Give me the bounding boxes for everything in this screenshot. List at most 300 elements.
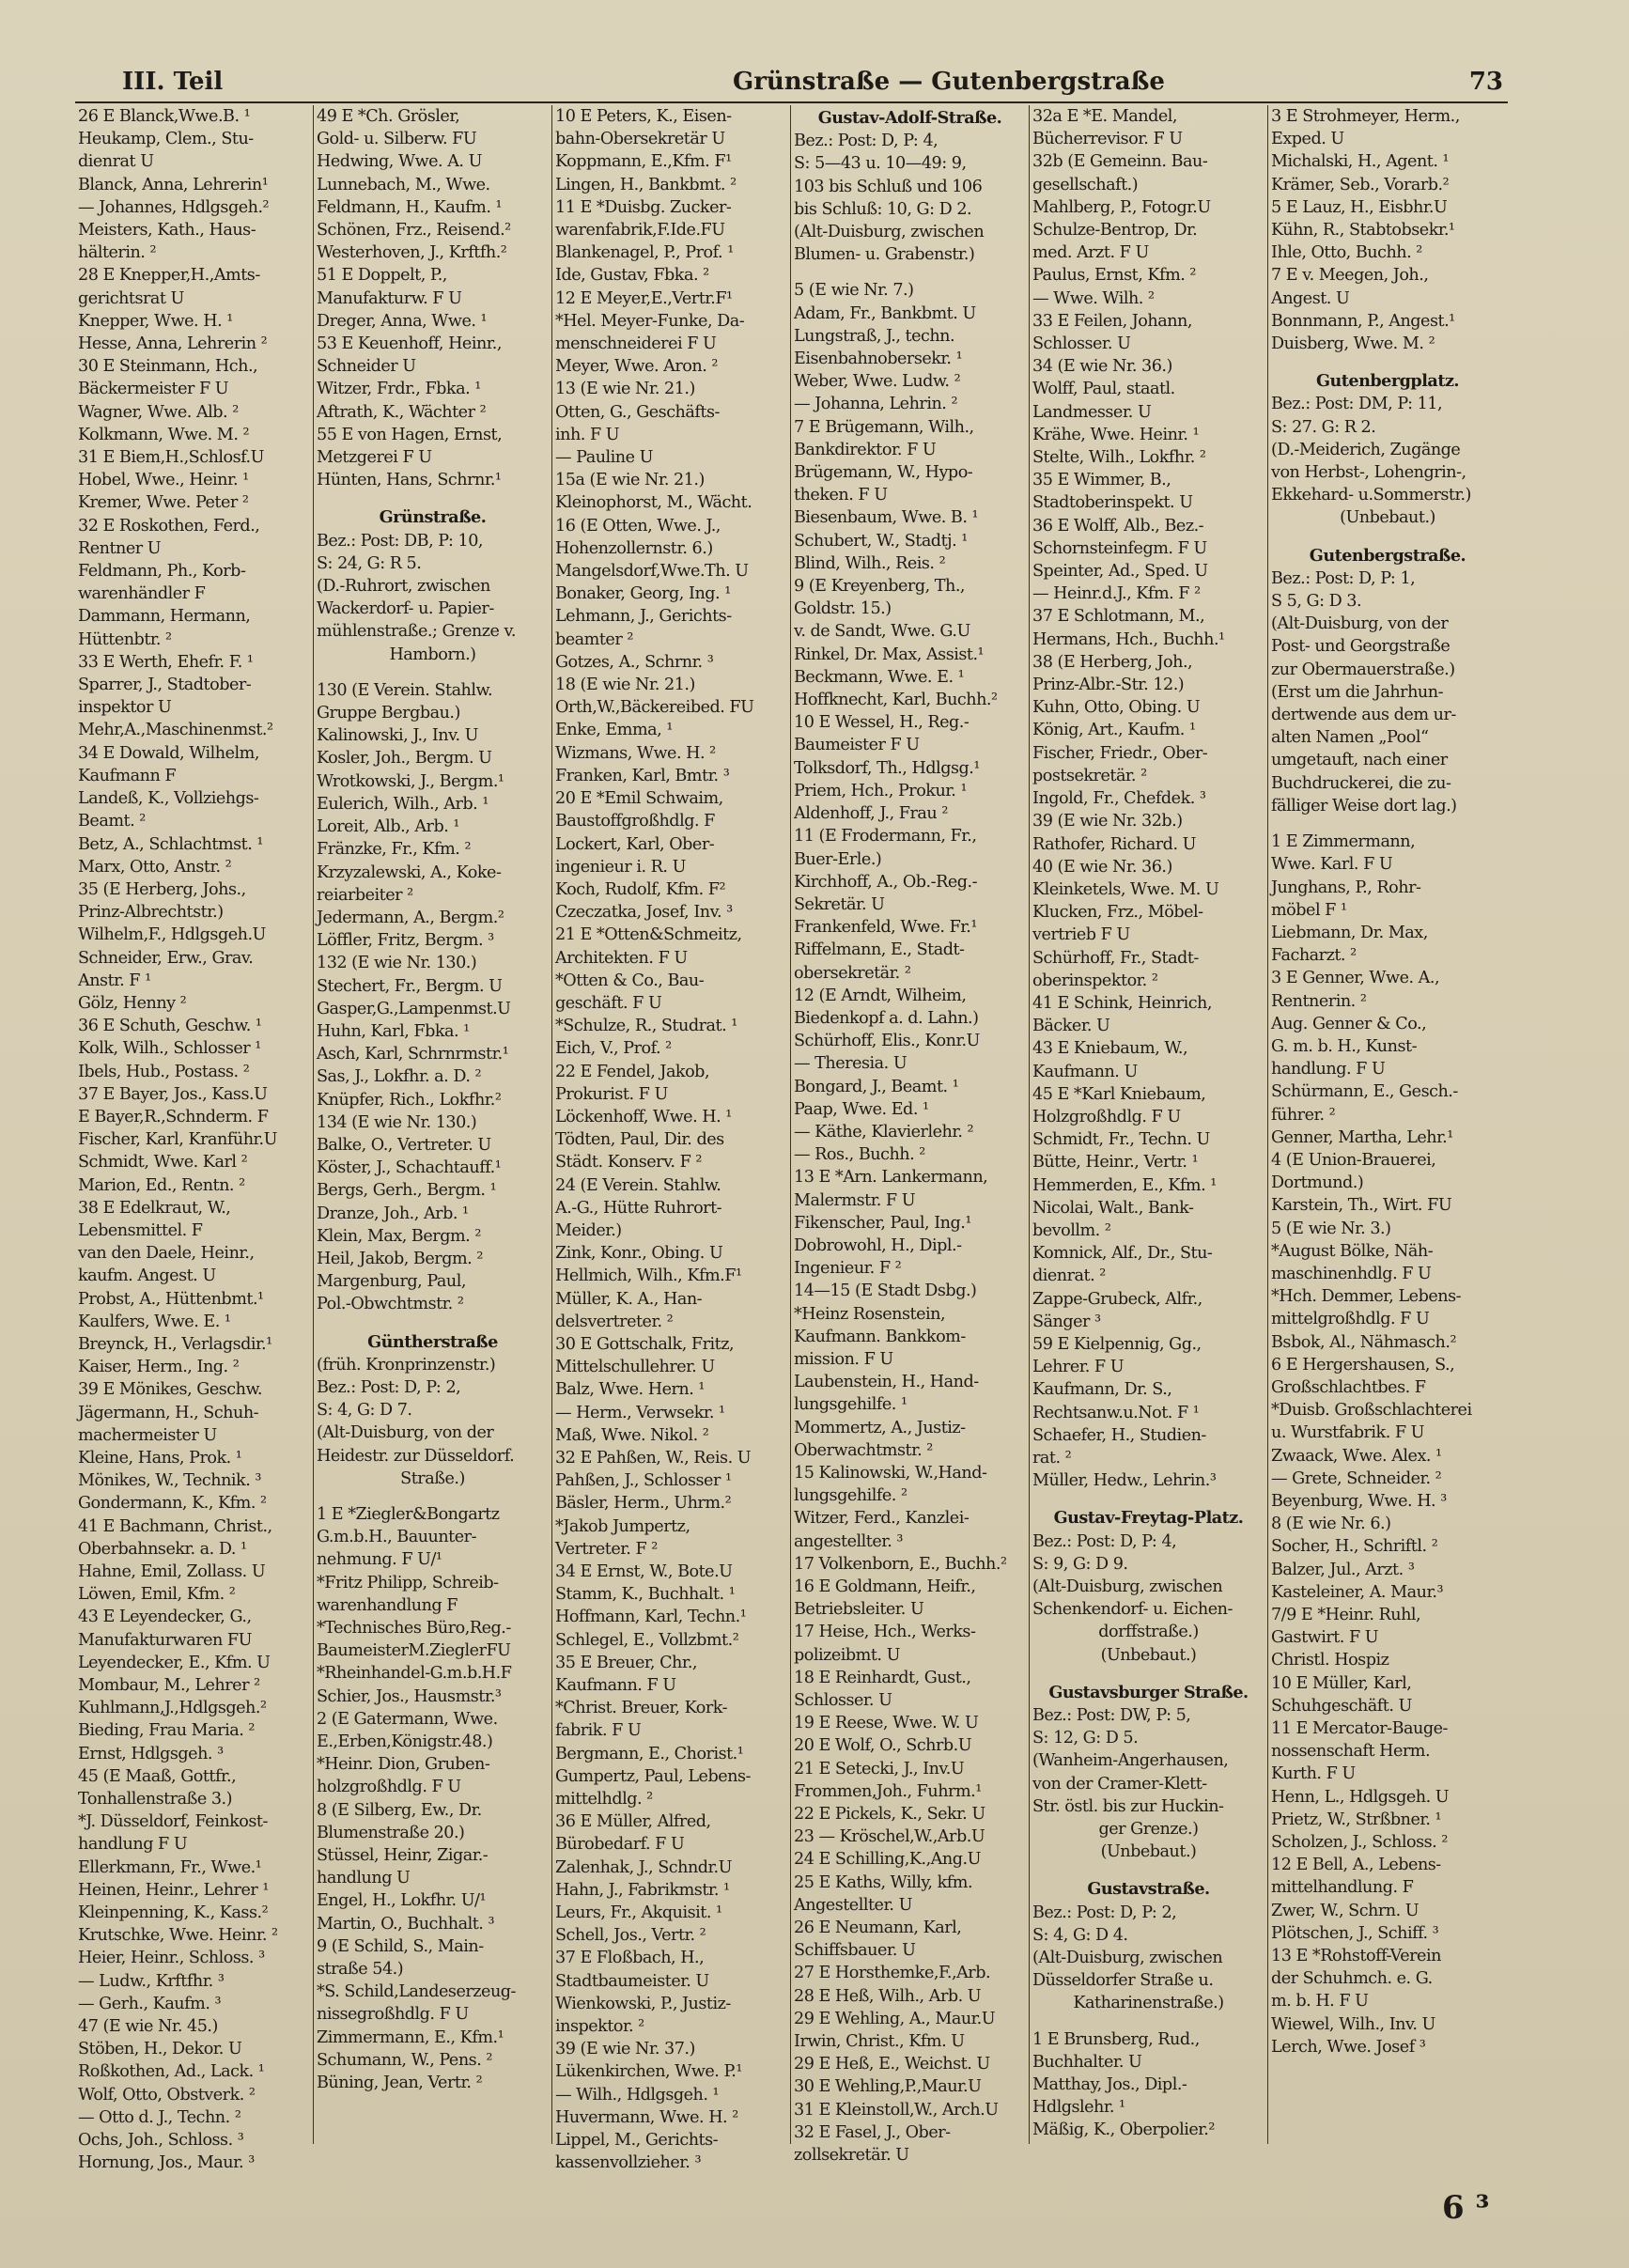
directory-entry-line: warenhandlung F bbox=[317, 1595, 458, 1615]
directory-entry-line: — Johanna, Lehrin. ² bbox=[794, 395, 958, 414]
directory-entry-line: Oberwachtmstr. ² bbox=[794, 1440, 933, 1460]
directory-entry-line: Blumen- u. Grabenstr.) bbox=[794, 245, 975, 265]
directory-entry-line: *Rheinhandel-G.m.b.H.F bbox=[317, 1664, 512, 1684]
directory-entry-line: 12 E Meyer,E.,Vertr.F¹ bbox=[555, 288, 733, 308]
directory-entry-line: Löckenhoff, Wwe. H. ¹ bbox=[555, 1107, 732, 1126]
directory-entry-line: S: 24, G: R 5. bbox=[317, 553, 422, 573]
directory-entry-line: 3 E Genner, Wwe. A., bbox=[1271, 969, 1440, 988]
directory-entry-line: Marx, Otto, Anstr. ² bbox=[78, 857, 232, 877]
directory-entry-line: Gondermann, K., Kfm. ² bbox=[78, 1494, 267, 1514]
directory-entry-line: Schaefer, H., Studien- bbox=[1032, 1425, 1206, 1445]
directory-entry-line: 45 E *Karl Kniebaum, bbox=[1032, 1084, 1206, 1104]
directory-entry-line: 7 E Brügemann, Wilh., bbox=[794, 417, 974, 437]
spacer bbox=[317, 1490, 549, 1503]
directory-entry-line: Hobel, Wwe., Heinr. ¹ bbox=[78, 471, 249, 490]
directory-entry-line: handlung F U bbox=[78, 1835, 188, 1855]
directory-entry-line: Mittelschullehrer. U bbox=[555, 1358, 715, 1377]
directory-entry-line: Otten, G., Geschäfts- bbox=[555, 402, 720, 422]
directory-entry-line: S: 4, G: D 7. bbox=[317, 1401, 412, 1421]
directory-entry-line: 103 bis Schluß und 106 bbox=[794, 177, 983, 196]
directory-entry-line: Hemmerden, E., Kfm. ¹ bbox=[1032, 1175, 1217, 1195]
directory-entry-line: Schell, Jos., Vertr. ² bbox=[555, 1926, 706, 1946]
directory-entry-line: Mombaur, M., Lehrer ² bbox=[78, 1676, 260, 1696]
directory-entry-line: straße 54.) bbox=[317, 1960, 404, 1980]
directory-entry-line: Angestellter. U bbox=[794, 1895, 912, 1915]
directory-entry-line: machermeister U bbox=[78, 1425, 217, 1445]
directory-entry-line: Kaufmann, Dr. S., bbox=[1032, 1380, 1172, 1400]
directory-entry-line: Kirchhoff, A., Ob.-Reg.- bbox=[794, 872, 978, 892]
directory-entry-line: 47 (E wie Nr. 45.) bbox=[78, 2017, 218, 2037]
directory-entry-line: Prokurist. F U bbox=[555, 1084, 668, 1104]
directory-entry-line: — Ros., Buchh. ² bbox=[794, 1145, 925, 1165]
directory-entry-line: Engel, H., Lokfhr. U/¹ bbox=[317, 1891, 487, 1911]
directory-entry-line: Müller, K. A., Han- bbox=[555, 1289, 703, 1309]
directory-entry-line: beamter ² bbox=[555, 629, 633, 649]
columns bbox=[75, 105, 1508, 2173]
directory-entry-line: Kleinophorst, M., Wächt. bbox=[555, 493, 752, 513]
spacer bbox=[317, 1316, 549, 1329]
directory-entry-line: 51 E Doppelt, P., bbox=[317, 266, 447, 286]
directory-entry-line: Blanck, Anna, Lehrerin¹ bbox=[78, 175, 269, 194]
directory-entry-line: Czeczatka, Josef, Inv. ³ bbox=[555, 903, 733, 923]
directory-entry-line: Krähe, Wwe. Heinr. ¹ bbox=[1032, 425, 1200, 444]
directory-entry-line: 34 E Dowald, Wilhelm, bbox=[78, 743, 259, 763]
directory-entry-line: 38 E Edelkraut, W., bbox=[78, 1198, 231, 1218]
spacer bbox=[317, 666, 549, 679]
directory-entry-line: *Technisches Büro,Reg.- bbox=[317, 1619, 511, 1638]
directory-entry-line: dienrat U bbox=[78, 152, 154, 172]
directory-entry-line: Asch, Karl, Schrnrmstr.¹ bbox=[317, 1045, 509, 1064]
directory-entry-line: Ingold, Fr., Chefdek. ³ bbox=[1032, 789, 1206, 809]
directory-entry-line: Bürobedarf. F U bbox=[555, 1835, 685, 1855]
spacer bbox=[317, 491, 549, 505]
directory-entry-line: *S. Schild,Landeserzeug- bbox=[317, 1982, 517, 2002]
directory-entry-line: Hellmich, Wilh., Kfm.F¹ bbox=[555, 1266, 742, 1286]
directory-entry-line: angestellter. ³ bbox=[794, 1531, 903, 1551]
directory-entry-line: König, Art., Kaufm. ¹ bbox=[1032, 721, 1196, 740]
directory-entry-line: Loreit, Alb., Arb. ¹ bbox=[317, 817, 459, 837]
directory-entry-line: Nicolai, Walt., Bank- bbox=[1032, 1198, 1194, 1218]
directory-entry-line: Gölz, Henny ² bbox=[78, 993, 187, 1013]
directory-entry-line: Architekten. F U bbox=[555, 948, 688, 968]
directory-entry-line: Tolksdorf, Th., Hdlgsg.¹ bbox=[794, 758, 980, 778]
directory-entry-line: 43 E Kniebaum, W., bbox=[1032, 1039, 1188, 1059]
directory-entry-line: lungsgehilfe. ¹ bbox=[794, 1395, 908, 1415]
directory-entry-line: 8 (E wie Nr. 6.) bbox=[1271, 1515, 1391, 1534]
directory-entry-line: 59 E Kielpennig, Gg., bbox=[1032, 1334, 1202, 1354]
directory-entry-line: Bonnmann, P., Angest.¹ bbox=[1271, 311, 1455, 331]
directory-entry-line: Kühn, R., Stabtobsekr.¹ bbox=[1271, 221, 1455, 241]
directory-entry-line: (Alt-Duisburg, zwischen bbox=[1032, 1949, 1223, 1968]
directory-entry-line: alten Namen „Pool“ bbox=[1271, 728, 1429, 748]
directory-entry-line: Malermstr. F U bbox=[794, 1190, 916, 1210]
directory-entry-line: 36 E Müller, Alfred, bbox=[555, 1812, 711, 1832]
directory-entry-line: *Otten & Co., Bau- bbox=[555, 971, 705, 990]
directory-entry-line: Wwe. Karl. F U bbox=[1271, 855, 1393, 875]
directory-entry-line: Koppmann, E.,Kfm. F¹ bbox=[555, 152, 732, 172]
directory-entry-line: Mäßig, K., Oberpolier.² bbox=[1032, 2120, 1215, 2140]
directory-entry-line: 34 E Ernst, W., Bote.U bbox=[555, 1562, 733, 1581]
directory-entry-line: Meider.) bbox=[555, 1220, 622, 1240]
directory-entry-line: Buchdruckerei, die zu- bbox=[1271, 773, 1451, 793]
directory-entry-line: Bonaker, Georg, Ing. ¹ bbox=[555, 584, 731, 604]
directory-entry-line: Wienkowski, P., Justiz- bbox=[555, 1994, 731, 2013]
directory-entry-line: 38 (E Herberg, Joh., bbox=[1032, 652, 1193, 672]
directory-entry-line: Hamborn.) bbox=[389, 645, 476, 664]
directory-entry-line: Jedermann, A., Bergm.² bbox=[317, 908, 504, 927]
directory-entry-line: Balzer, Jul., Arzt. ³ bbox=[1271, 1560, 1415, 1579]
directory-entry-line: Ide, Gustav, Fbka. ² bbox=[555, 266, 709, 286]
directory-entry-line: Kaufmann. Bankkom- bbox=[794, 1327, 966, 1346]
directory-entry-line: 16 E Goldmann, Heifr., bbox=[794, 1577, 976, 1596]
directory-entry-line: *Christ. Breuer, Kork- bbox=[555, 1699, 728, 1718]
directory-entry-line: mittelhdlg. ² bbox=[555, 1790, 653, 1810]
directory-entry-line: Landeß, K., Vollziehgs- bbox=[78, 789, 259, 809]
directory-entry-line: dertwende aus dem ur- bbox=[1271, 706, 1456, 725]
directory-entry-line: 18 E Reinhardt, Gust., bbox=[794, 1668, 971, 1687]
directory-entry-line: Fischer, Karl, Kranführ.U bbox=[78, 1130, 277, 1150]
directory-entry-line: Wolff, Paul, staatl. bbox=[1032, 380, 1175, 399]
directory-entry-line: S: 9, G: D 9. bbox=[1032, 1554, 1128, 1574]
directory-entry-line: Adam, Fr., Bankbmt. U bbox=[794, 303, 976, 323]
directory-entry-line: 37 E Floßbach, H., bbox=[555, 1949, 705, 1968]
directory-entry-line: *Duisb. Großschlachterei bbox=[1271, 1401, 1472, 1421]
directory-entry-line: Hedwing, Wwe. A. U bbox=[317, 152, 482, 172]
directory-entry-line: 22 E Pickels, K., Sekr. U bbox=[794, 1805, 985, 1825]
directory-entry-line: Lehrer. F U bbox=[1032, 1358, 1125, 1377]
directory-entry-line: Beamt. ² bbox=[78, 812, 146, 831]
directory-entry-line: 10 E Wessel, H., Reg.- bbox=[794, 713, 970, 733]
directory-entry-line: 32 E Fasel, J., Ober- bbox=[794, 2122, 951, 2142]
directory-entry-line: 1 E Brunsberg, Rud., bbox=[1032, 2029, 1200, 2049]
directory-entry-line: 16 (E Otten, Wwe. J., bbox=[555, 516, 721, 536]
directory-entry-line: 8 (E Silberg, Ew., Dr. bbox=[317, 1800, 482, 1820]
directory-entry-line: Lungstraß, J., techn. bbox=[794, 326, 955, 346]
directory-entry-line: holzgroßhdlg. F U bbox=[317, 1778, 461, 1797]
directory-entry-line: 28 E Knepper,H.,Amts- bbox=[78, 266, 260, 286]
directory-entry-line: (früh. Kronprinzenstr.) bbox=[317, 1355, 496, 1375]
directory-entry-line: Witzer, Ferd., Kanzlei- bbox=[794, 1509, 970, 1529]
directory-entry-line: Lockert, Karl, Ober- bbox=[555, 834, 715, 854]
directory-entry-line: Blind, Wilh., Reis. ² bbox=[794, 553, 946, 573]
directory-entry-line: obersekretär. ² bbox=[794, 963, 911, 983]
directory-entry-line: 30 E Wehling,P.,Maur.U bbox=[794, 2077, 982, 2097]
directory-entry-line: Ibels, Hub., Postass. ² bbox=[78, 1062, 250, 1081]
directory-entry-line: vertrieb F U bbox=[1032, 925, 1130, 945]
directory-entry-line: med. Arzt. F U bbox=[1032, 243, 1149, 263]
directory-entry-line: kaufm. Angest. U bbox=[78, 1266, 216, 1286]
directory-entry-line: Zappe-Grubeck, Alfr., bbox=[1032, 1289, 1202, 1309]
directory-entry-line: Michalski, H., Agent. ¹ bbox=[1271, 152, 1450, 172]
directory-entry-line: *Jakob Jumpertz, bbox=[555, 1516, 690, 1536]
directory-entry-line: 33 E Werth, Ehefr. F. ¹ bbox=[78, 652, 254, 672]
directory-entry-line: Kosler, Joh., Bergm. U bbox=[317, 749, 492, 769]
directory-entry-line: 29 E Heß, E., Weichst. U bbox=[794, 2055, 990, 2074]
directory-entry-line: nissegroßhdlg. F U bbox=[317, 2005, 469, 2025]
directory-entry-line: Franken, Karl, Bmtr. ³ bbox=[555, 766, 730, 785]
directory-entry-line: Bez.: Post: DB, P: 10, bbox=[317, 531, 483, 551]
directory-entry-line: maschinenhdlg. F U bbox=[1271, 1264, 1432, 1283]
directory-entry-line: G.m.b.H., Bauunter- bbox=[317, 1528, 477, 1547]
directory-entry-line: Fikenscher, Paul, Ing.¹ bbox=[794, 1213, 971, 1233]
directory-entry-line: Pahßen, J., Schlosser ¹ bbox=[555, 1471, 732, 1491]
directory-entry-line: kassenvollzieher. ³ bbox=[555, 2153, 702, 2173]
directory-entry-line: Meyer, Wwe. Aron. ² bbox=[555, 357, 718, 377]
directory-entry-line: Maß, Wwe. Nikol. ² bbox=[555, 1425, 709, 1445]
directory-entry-line: Metzgerei F U bbox=[317, 448, 432, 468]
directory-entry-line: Christl. Hospiz bbox=[1271, 1651, 1389, 1670]
directory-entry-line: mission. F U bbox=[794, 1349, 893, 1369]
directory-entry-line: Zalenhak, J., Schndr.U bbox=[555, 1857, 732, 1877]
directory-entry-line: geschäft. F U bbox=[555, 993, 662, 1013]
directory-entry-line: Stadtoberinspekt. U bbox=[1032, 493, 1193, 513]
directory-entry-line: Witzer, Frdr., Fbka. ¹ bbox=[317, 380, 481, 399]
directory-entry-line: Matthay, Jos., Dipl.- bbox=[1032, 2075, 1187, 2095]
directory-entry-line: Dortmund.) bbox=[1271, 1173, 1364, 1193]
directory-entry-line: reiarbeiter ² bbox=[317, 885, 413, 905]
directory-entry-line: Buchhalter. U bbox=[1032, 2052, 1142, 2072]
directory-entry-line: 39 (E wie Nr. 32b.) bbox=[1032, 812, 1183, 831]
directory-entry-line: Hdlgslehr. ¹ bbox=[1032, 2098, 1125, 2118]
directory-entry-line: Bäckermeister F U bbox=[78, 380, 229, 399]
directory-entry-line: van den Daele, Heinr., bbox=[78, 1244, 255, 1264]
directory-entry-line: Gasper,G.,Lampenmst.U bbox=[317, 999, 511, 1018]
directory-entry-line: Kaufmann F bbox=[78, 766, 177, 785]
directory-entry-line: Gruppe Bergbau.) bbox=[317, 704, 460, 723]
directory-entry-line: Eulerich, Wilh., Arb. ¹ bbox=[317, 794, 489, 814]
directory-entry-line: Gumpertz, Paul, Lebens- bbox=[555, 1766, 751, 1786]
directory-entry-line: 32a E *E. Mandel, bbox=[1032, 107, 1177, 126]
directory-entry-line: gerichtsrat U bbox=[78, 288, 184, 308]
directory-entry-line: Bez.: Post: D, P: 4, bbox=[794, 132, 939, 151]
directory-entry-line: Paap, Wwe. Ed. ¹ bbox=[794, 1099, 929, 1119]
directory-entry-line: — Otto d. J., Techn. ² bbox=[78, 2107, 241, 2127]
directory-entry-line: Zwer, W., Schrn. U bbox=[1271, 1901, 1420, 1920]
directory-entry-line: *Fritz Philipp, Schreib- bbox=[317, 1573, 499, 1592]
directory-entry-line: S: 5—43 u. 10—49: 9, bbox=[794, 154, 967, 174]
spacer bbox=[1032, 1492, 1264, 1505]
directory-entry-line: Wizmans, Wwe. H. ² bbox=[555, 743, 716, 763]
directory-entry-line: *Heinr. Dion, Gruben- bbox=[317, 1755, 490, 1775]
directory-entry-line: Huvermann, Wwe. H. ² bbox=[555, 2107, 738, 2127]
directory-entry-line: Prinz-Albr.-Str. 12.) bbox=[1032, 676, 1185, 695]
directory-entry-line: Aldenhoff, J., Frau ² bbox=[794, 804, 948, 824]
directory-entry-line: 2 (E Gatermann, Wwe. bbox=[317, 1709, 498, 1729]
spacer bbox=[1032, 1863, 1264, 1876]
directory-entry-line: Wiewel, Wilh., Inv. U bbox=[1271, 2014, 1435, 2034]
directory-entry-line: Stechert, Fr., Bergm. U bbox=[317, 976, 503, 996]
directory-entry-line: Hohenzollernstr. 6.) bbox=[555, 538, 713, 558]
directory-entry-line: Beckmann, Wwe. E. ¹ bbox=[794, 667, 965, 687]
directory-entry-line: 17 Heise, Hch., Werks- bbox=[794, 1623, 976, 1642]
directory-entry-line: Aug. Genner & Co., bbox=[1271, 1014, 1427, 1033]
directory-entry-line: — Wwe. Wilh. ² bbox=[1032, 288, 1155, 308]
directory-entry-line: postsekretär. ² bbox=[1032, 766, 1147, 785]
directory-entry-line: Martin, O., Buchhalt. ³ bbox=[317, 1914, 494, 1934]
directory-entry-line: Leurs, Fr., Akquisit. ¹ bbox=[555, 1903, 722, 1923]
directory-entry-line: Tödten, Paul, Dir. des bbox=[555, 1130, 724, 1150]
directory-entry-line: 35 E Wimmer, B., bbox=[1032, 471, 1171, 490]
directory-entry-line: Margenburg, Paul, bbox=[317, 1272, 466, 1292]
directory-entry-line: Prietz, W., Strßbner. ¹ bbox=[1271, 1810, 1442, 1829]
directory-entry-line: Speinter, Ad., Sped. U bbox=[1032, 562, 1208, 582]
directory-entry-line: 26 E Neumann, Karl, bbox=[794, 1918, 962, 1938]
directory-entry-line: Straße.) bbox=[400, 1468, 465, 1488]
directory-entry-line: — Ludw., Krftfhr. ³ bbox=[78, 1971, 225, 1991]
directory-entry-line: Bez.: Post: DW, P: 5, bbox=[1032, 1706, 1191, 1726]
directory-entry-line: inspektor U bbox=[78, 698, 172, 718]
directory-entry-line: Blumenstraße 20.) bbox=[317, 1823, 465, 1842]
directory-entry-line: 32 E Pahßen, W., Reis. U bbox=[555, 1448, 752, 1468]
directory-entry-line: Kremer, Wwe. Peter ² bbox=[78, 493, 249, 513]
directory-entry-line: Löffler, Fritz, Bergm. ³ bbox=[317, 931, 494, 951]
directory-entry-line: Knüpfer, Rich., Lokfhr.² bbox=[317, 1090, 502, 1110]
directory-entry-line: Schürhoff, Elis., Konr.U bbox=[794, 1032, 980, 1051]
column-5 bbox=[1030, 105, 1268, 2144]
directory-entry-line: *Hel. Meyer-Funke, Da- bbox=[555, 311, 745, 331]
directory-entry-line: Ihle, Otto, Buchh. ² bbox=[1271, 243, 1422, 263]
street-range: Grünstraße — Gutenbergstraße bbox=[733, 68, 1165, 96]
directory-entry-line: Zimmermann, E., Kfm.¹ bbox=[317, 2027, 504, 2047]
directory-entry-line: Marion, Ed., Rentn. ² bbox=[78, 1175, 245, 1195]
directory-entry-line: Biesenbaum, Wwe. B. ¹ bbox=[794, 508, 979, 528]
directory-entry-line: Köster, J., Schachtauff.¹ bbox=[317, 1158, 502, 1178]
directory-entry-line: handlung. F U bbox=[1271, 1060, 1386, 1080]
directory-entry-line: Ernst, Hdlgsgeh. ³ bbox=[78, 1744, 224, 1763]
directory-entry-line: Dobrowohl, H., Dipl.- bbox=[794, 1235, 962, 1255]
directory-entry-line: 134 (E wie Nr. 130.) bbox=[317, 1112, 477, 1132]
directory-entry-line: Angest. U bbox=[1271, 288, 1350, 308]
directory-entry-line: — Pauline U bbox=[555, 448, 653, 468]
spacer bbox=[1271, 817, 1504, 831]
directory-entry-line: Klein, Max, Bergm. ² bbox=[317, 1226, 481, 1246]
directory-entry-line: Prinz-Albrechtstr.) bbox=[78, 903, 224, 923]
directory-entry-line: 6 E Hergershausen, S., bbox=[1271, 1355, 1455, 1375]
directory-entry-line: Lehmann, J., Gerichts- bbox=[555, 607, 732, 627]
directory-entry-line: Kleine, Hans, Prok. ¹ bbox=[78, 1448, 242, 1468]
directory-entry-line: Mommertz, A., Justiz- bbox=[794, 1418, 966, 1437]
directory-entry-line: Stüssel, Heinr, Zigar.- bbox=[317, 1846, 489, 1866]
directory-entry-line: Bergmann, E., Chorist.¹ bbox=[555, 1744, 744, 1763]
directory-entry-line: Knepper, Wwe. H. ¹ bbox=[78, 311, 233, 331]
directory-entry-line: Stöben, H., Dekor. U bbox=[78, 2040, 242, 2059]
directory-entry-line: Hahne, Emil, Zollass. U bbox=[78, 1562, 266, 1581]
directory-entry-line: Heidestr. zur Düsseldorf. bbox=[317, 1446, 515, 1466]
directory-entry-line: Rentner U bbox=[78, 538, 162, 558]
directory-entry-line: (Alt-Duisburg, zwischen bbox=[1032, 1577, 1223, 1596]
spacer bbox=[1271, 530, 1504, 543]
directory-entry-line: Komnick, Alf., Dr., Stu- bbox=[1032, 1244, 1213, 1264]
directory-entry-line: Tonhallenstraße 3.) bbox=[78, 1790, 233, 1810]
directory-entry-line: 29 E Wehling, A., Maur.U bbox=[794, 2009, 996, 2028]
directory-entry-line: Blankenagel, P., Prof. ¹ bbox=[555, 243, 734, 263]
directory-entry-line: 31 E Kleinstoll,W., Arch.U bbox=[794, 2100, 999, 2120]
directory-entry-line: 10 E Peters, K., Eisen- bbox=[555, 107, 732, 126]
directory-entry-line: 22 E Fendel, Jakob, bbox=[555, 1062, 710, 1081]
directory-entry-line: 5 (E wie Nr. 7.) bbox=[794, 281, 914, 301]
directory-entry-line: bis Schluß: 10, G: D 2. bbox=[794, 199, 972, 219]
directory-entry-line: Exped. U bbox=[1271, 130, 1344, 149]
directory-entry-line: Kaiser, Herm., Ing. ² bbox=[78, 1358, 240, 1377]
directory-entry-line: Orth,W.,Bäckereibed. FU bbox=[555, 698, 754, 718]
directory-entry-line: Paulus, Ernst, Kfm. ² bbox=[1032, 266, 1196, 286]
directory-entry-line: 23 — Kröschel,W.,Arb.U bbox=[794, 1827, 985, 1847]
directory-entry-line: 9 (E Schild, S., Main- bbox=[317, 1936, 484, 1956]
directory-entry-line: *Schulze, R., Studrat. ¹ bbox=[555, 1017, 737, 1036]
directory-entry-line: Wackerdorf- u. Papier- bbox=[317, 599, 494, 619]
directory-entry-line: Riffelmann, E., Stadt- bbox=[794, 940, 965, 960]
directory-entry-line: bevollm. ² bbox=[1032, 1220, 1111, 1240]
directory-entry-line: Betz, A., Schlachtmst. ¹ bbox=[78, 834, 263, 854]
directory-entry-line: Städt. Konserv. F ² bbox=[555, 1153, 702, 1173]
column-2 bbox=[314, 105, 552, 2144]
directory-entry-line: Pol.-Obwchtmstr. ² bbox=[317, 1295, 464, 1314]
directory-entry-line: Hahn, J., Fabrikmstr. ¹ bbox=[555, 1880, 730, 1900]
directory-entry-line: 35 (E Herberg, Johs., bbox=[78, 879, 246, 899]
header-rule bbox=[75, 101, 1508, 103]
directory-entry-line: 20 E *Emil Schwaim, bbox=[555, 789, 723, 809]
directory-entry-line: *J. Düsseldorf, Feinkost- bbox=[78, 1812, 268, 1832]
directory-entry-line: Frommen,Joh., Fuhrm.¹ bbox=[794, 1781, 982, 1801]
directory-entry-line: Stadtbaumeister. U bbox=[555, 1971, 709, 1991]
directory-entry-line: S: 27. G: R 2. bbox=[1271, 417, 1376, 437]
directory-entry-line: (Unbebaut.) bbox=[1340, 508, 1435, 528]
directory-entry-line: Roßkothen, Ad., Lack. ¹ bbox=[78, 2062, 265, 2082]
directory-entry-line: Post- und Georgstraße bbox=[1271, 637, 1451, 657]
directory-entry-line: Rentnerin. ² bbox=[1271, 991, 1367, 1011]
directory-entry-line: — Johannes, Hdlgsgeh.² bbox=[78, 197, 270, 217]
directory-entry-line: Heil, Jakob, Bergm. ² bbox=[317, 1249, 483, 1268]
directory-entry-line: Stelte, Wilh., Lokfhr. ² bbox=[1032, 448, 1206, 468]
directory-entry-line: Lerch, Wwe. Josef ³ bbox=[1271, 2037, 1426, 2057]
directory-entry-line: Genner, Martha, Lehr.¹ bbox=[1271, 1127, 1453, 1147]
street-heading: Gustavstraße. bbox=[1087, 1879, 1210, 1900]
directory-entry-line: menschneiderei F U bbox=[555, 334, 717, 354]
directory-entry-line: 40 (E wie Nr. 36.) bbox=[1032, 857, 1172, 877]
street-heading: Gutenbergplatz. bbox=[1315, 371, 1460, 392]
directory-entry-line: Hünten, Hans, Schrnr.¹ bbox=[317, 471, 502, 490]
directory-entry-line: (Unbebaut.) bbox=[1100, 1842, 1197, 1862]
directory-entry-line: Hoffmann, Karl, Techn.¹ bbox=[555, 1608, 747, 1627]
directory-entry-line: Schürmann, E., Gesch.- bbox=[1271, 1082, 1458, 1102]
directory-entry-line: Schlosser. U bbox=[1032, 334, 1131, 354]
directory-entry-line: 3 E Strohmeyer, Herm., bbox=[1271, 107, 1460, 126]
directory-entry-line: 13 E *Arn. Lankermann, bbox=[794, 1168, 988, 1188]
directory-entry-line: Ingenieur. F ² bbox=[794, 1259, 902, 1279]
directory-entry-line: 41 E Schink, Heinrich, bbox=[1032, 993, 1212, 1013]
directory-entry-line: Bez.: Post: D, P: 2, bbox=[1032, 1903, 1177, 1922]
directory-entry-line: von der Cramer-Klett- bbox=[1032, 1774, 1207, 1794]
directory-entry-line: 37 E Bayer, Jos., Kass.U bbox=[78, 1084, 268, 1104]
directory-entry-line: Schlosser. U bbox=[794, 1691, 892, 1711]
directory-entry-line: *Heinz Rosenstein, bbox=[794, 1304, 946, 1324]
directory-entry-line: Mehr,A.,Maschinenmst.² bbox=[78, 721, 273, 740]
directory-entry-line: Wolf, Otto, Obstverk. ² bbox=[78, 2085, 256, 2105]
directory-entry-line: Hüttenbtr. ² bbox=[78, 629, 172, 649]
directory-entry-line: Weber, Wwe. Ludw. ² bbox=[794, 372, 961, 392]
directory-entry-line: Heier, Heinr., Schloss. ³ bbox=[78, 1949, 265, 1968]
directory-entry-line: Krutschke, Wwe. Heinr. ² bbox=[78, 1926, 278, 1946]
directory-entry-line: zollsekretär. U bbox=[794, 2146, 909, 2166]
directory-entry-line: Koch, Rudolf, Kfm. F² bbox=[555, 879, 726, 899]
directory-entry-line: hälterin. ² bbox=[78, 243, 157, 263]
directory-entry-line: Jägermann, H., Schuh- bbox=[78, 1403, 259, 1422]
directory-entry-line: Hornung, Jos., Maur. ³ bbox=[78, 2153, 255, 2173]
directory-entry-line: Leyendecker, E., Kfm. U bbox=[78, 1653, 271, 1672]
directory-entry-line: 7/9 E *Heinr. Ruhl, bbox=[1271, 1606, 1421, 1624]
directory-entry-line: (Alt-Duisburg, von der bbox=[1271, 614, 1449, 634]
directory-entry-line: Balz, Wwe. Hern. ¹ bbox=[555, 1380, 705, 1400]
